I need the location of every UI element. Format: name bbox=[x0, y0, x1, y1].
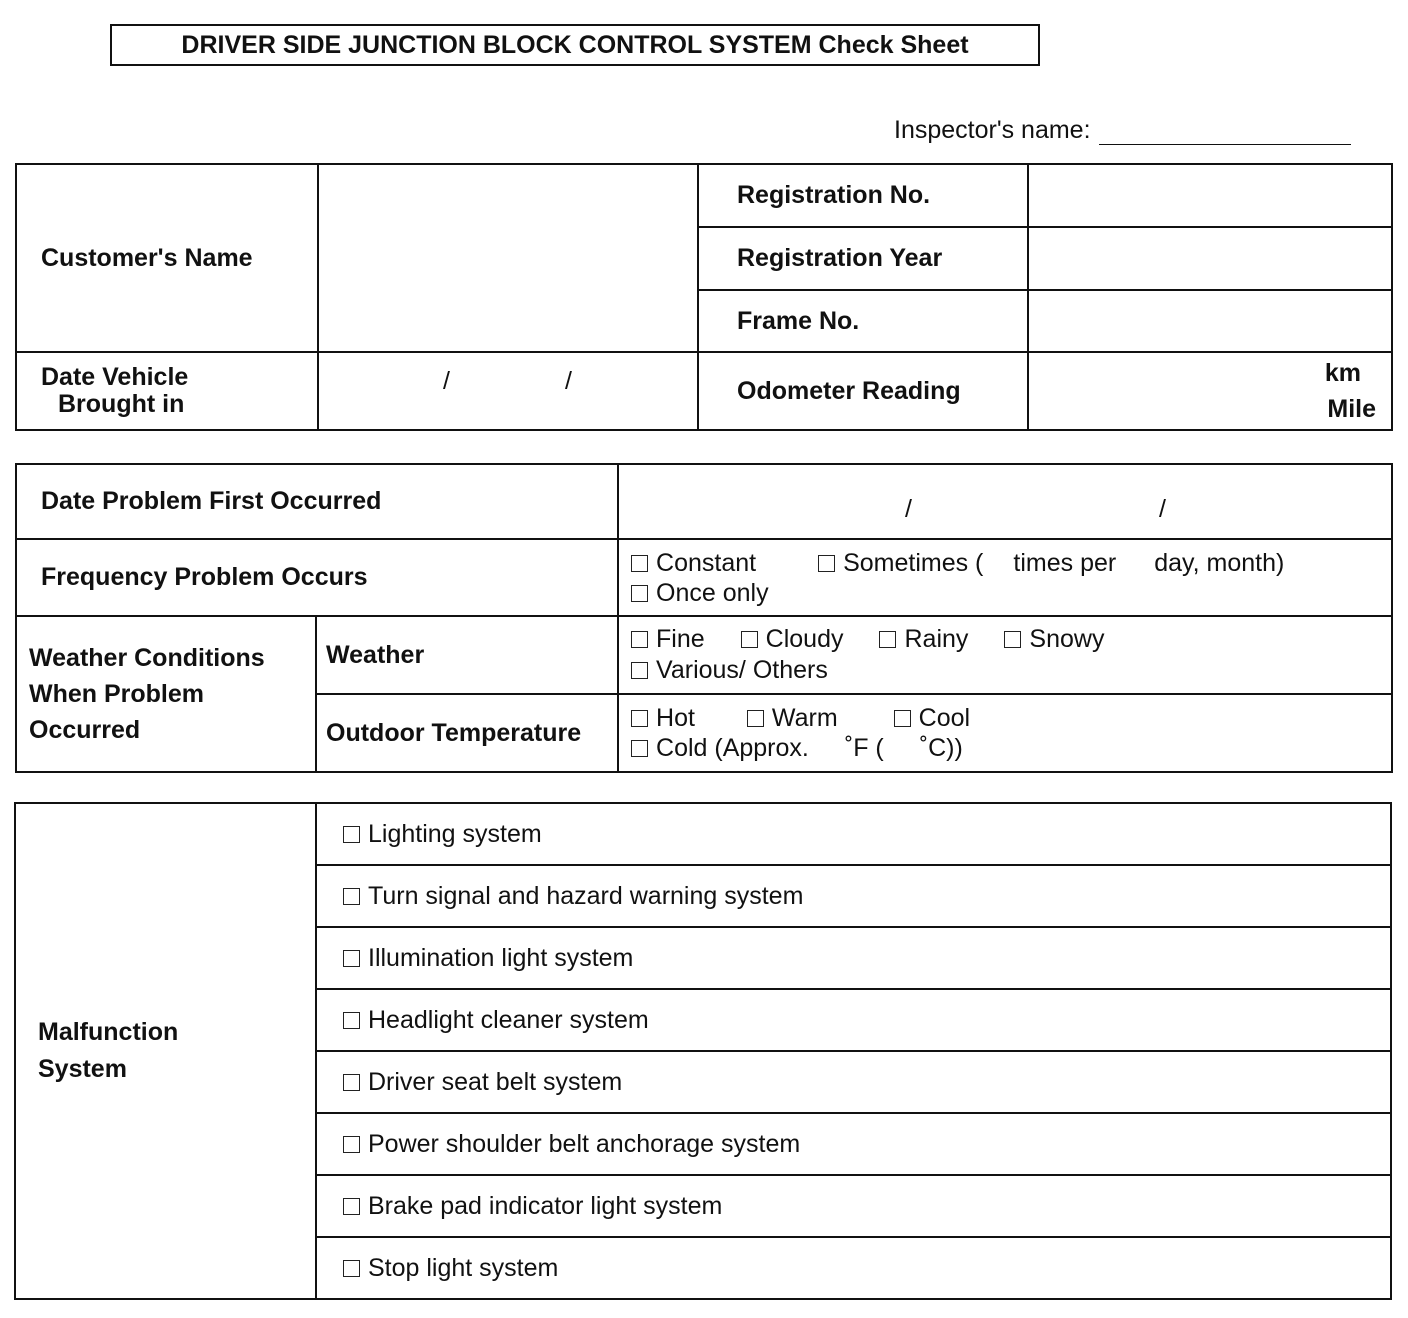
freq-day-month-label: day, month) bbox=[1154, 548, 1285, 577]
first-occurred-label: Date Problem First Occurred bbox=[16, 464, 618, 539]
freq-sometimes-label: Sometimes ( bbox=[843, 548, 984, 577]
checkbox-icon[interactable] bbox=[343, 950, 360, 967]
checkbox-icon[interactable] bbox=[631, 631, 648, 648]
freq-times-per-label: times per bbox=[1013, 548, 1117, 577]
checkbox-icon[interactable] bbox=[631, 662, 648, 679]
frequency-options bbox=[618, 539, 1392, 616]
freq-constant-label: Constant bbox=[656, 548, 757, 577]
system-item-label: Headlight cleaner system bbox=[368, 1005, 649, 1034]
weather-cloudy-label: Cloudy bbox=[765, 625, 844, 653]
date-brought-label-line1: Date Vehicle bbox=[41, 363, 189, 391]
weather-fine-label: Fine bbox=[656, 625, 705, 653]
weather-other-option[interactable] bbox=[631, 655, 828, 686]
system-item-brake-pad[interactable] bbox=[316, 1175, 1391, 1237]
temp-cool-label: Cool bbox=[918, 704, 971, 732]
date-separator: / bbox=[905, 495, 912, 523]
inspector-name-input[interactable] bbox=[1099, 118, 1351, 145]
system-item-turn-signal[interactable] bbox=[316, 865, 1391, 927]
checkbox-icon[interactable] bbox=[631, 740, 648, 757]
frequency-label: Frequency Problem Occurs bbox=[16, 539, 618, 616]
weather-conditions-line3: Occurred bbox=[29, 716, 141, 744]
checkbox-icon[interactable] bbox=[343, 826, 360, 843]
system-item-label: Illumination light system bbox=[368, 943, 634, 972]
temp-fahrenheit-label: ˚F ( bbox=[844, 734, 884, 762]
customer-name-input[interactable] bbox=[318, 164, 698, 352]
problem-table bbox=[15, 463, 1393, 773]
unit-mile: Mile bbox=[1327, 395, 1376, 423]
malfunction-label-line2: System bbox=[38, 1055, 127, 1083]
weather-fine-option[interactable] bbox=[631, 624, 705, 655]
temp-warm-option[interactable] bbox=[747, 703, 838, 733]
system-item-label: Power shoulder belt anchorage system bbox=[368, 1129, 801, 1158]
vehicle-info-table bbox=[15, 163, 1393, 431]
system-item-label: Lighting system bbox=[368, 819, 542, 848]
checkbox-icon[interactable] bbox=[631, 555, 648, 572]
frame-no-label: Frame No. bbox=[698, 290, 1028, 352]
weather-conditions-label bbox=[16, 616, 316, 772]
checkbox-icon[interactable] bbox=[631, 710, 648, 727]
weather-options bbox=[618, 616, 1392, 694]
checkbox-icon[interactable] bbox=[343, 1136, 360, 1153]
checkbox-icon[interactable] bbox=[631, 585, 648, 602]
checkbox-icon[interactable] bbox=[343, 1198, 360, 1215]
checkbox-icon[interactable] bbox=[343, 1074, 360, 1091]
system-item-stop-light[interactable] bbox=[316, 1237, 1391, 1299]
weather-snowy-label: Snowy bbox=[1029, 625, 1105, 653]
checkbox-icon[interactable] bbox=[747, 710, 764, 727]
weather-rainy-label: Rainy bbox=[904, 625, 969, 653]
inspector-label: Inspector's name: bbox=[894, 116, 1091, 144]
weather-conditions-line2: When Problem bbox=[29, 680, 205, 708]
freq-constant-option[interactable] bbox=[631, 548, 756, 578]
registration-year-input[interactable] bbox=[1028, 227, 1392, 290]
sheet-title: DRIVER SIDE JUNCTION BLOCK CONTROL SYSTEM Check Sheet bbox=[110, 24, 1040, 66]
system-item-label: Brake pad indicator light system bbox=[368, 1191, 723, 1220]
checkbox-icon[interactable] bbox=[343, 888, 360, 905]
unit-km: km bbox=[1324, 359, 1361, 387]
freq-once-label: Once only bbox=[656, 578, 769, 607]
temp-cold-option[interactable] bbox=[631, 734, 963, 762]
registration-no-label: Registration No. bbox=[698, 164, 1028, 227]
first-occurred-input[interactable] bbox=[618, 464, 1392, 539]
checkbox-icon[interactable] bbox=[741, 631, 758, 648]
date-separator: / bbox=[1159, 495, 1166, 523]
temperature-options bbox=[618, 694, 1392, 772]
system-item-driver-seat-belt[interactable] bbox=[316, 1051, 1391, 1113]
system-item-headlight-cleaner[interactable] bbox=[316, 989, 1391, 1051]
malfunction-table bbox=[14, 802, 1392, 1300]
weather-snowy-option[interactable] bbox=[1004, 624, 1104, 655]
checkbox-icon[interactable] bbox=[894, 710, 911, 727]
temp-hot-option[interactable] bbox=[631, 703, 695, 733]
temp-cold-label: Cold (Approx. bbox=[656, 734, 809, 762]
system-item-label: Stop light system bbox=[368, 1253, 559, 1282]
registration-year-label: Registration Year bbox=[698, 227, 1028, 290]
system-item-lighting[interactable] bbox=[316, 803, 1391, 865]
system-item-illumination[interactable] bbox=[316, 927, 1391, 989]
system-item-label: Turn signal and hazard warning system bbox=[368, 881, 804, 910]
checkbox-icon[interactable] bbox=[879, 631, 896, 648]
odometer-input[interactable] bbox=[1028, 352, 1392, 430]
weather-cloudy-option[interactable] bbox=[741, 624, 844, 655]
temp-cool-option[interactable] bbox=[894, 703, 970, 733]
weather-rainy-option[interactable] bbox=[879, 624, 968, 655]
checkbox-icon[interactable] bbox=[818, 555, 835, 572]
malfunction-label-line1: Malfunction bbox=[38, 1018, 179, 1046]
checkbox-icon[interactable] bbox=[343, 1012, 360, 1029]
registration-no-input[interactable] bbox=[1028, 164, 1392, 227]
outdoor-temperature-label: Outdoor Temperature bbox=[316, 694, 618, 772]
weather-label: Weather bbox=[316, 616, 618, 694]
checkbox-icon[interactable] bbox=[1004, 631, 1021, 648]
customer-name-label: Customer's Name bbox=[16, 164, 318, 352]
freq-once-option[interactable] bbox=[631, 578, 769, 608]
date-brought-label-line2: Brought in bbox=[58, 390, 185, 418]
date-separator: / bbox=[443, 367, 450, 395]
freq-sometimes-option[interactable] bbox=[818, 548, 1284, 578]
temp-hot-label: Hot bbox=[656, 704, 695, 732]
system-item-label: Driver seat belt system bbox=[368, 1067, 623, 1096]
odometer-label: Odometer Reading bbox=[698, 352, 1028, 430]
inspector-name-field bbox=[894, 116, 1351, 145]
weather-other-label: Various/ Others bbox=[656, 656, 828, 684]
system-item-power-shoulder-belt[interactable] bbox=[316, 1113, 1391, 1175]
checkbox-icon[interactable] bbox=[343, 1260, 360, 1277]
temp-warm-label: Warm bbox=[771, 704, 838, 732]
frame-no-input[interactable] bbox=[1028, 290, 1392, 352]
date-brought-label bbox=[16, 352, 318, 430]
weather-conditions-line1: Weather Conditions bbox=[29, 644, 265, 672]
temp-celsius-label: ˚C)) bbox=[919, 734, 963, 762]
date-brought-input[interactable] bbox=[318, 352, 698, 430]
date-separator: / bbox=[565, 367, 572, 395]
malfunction-system-label bbox=[15, 803, 316, 1299]
